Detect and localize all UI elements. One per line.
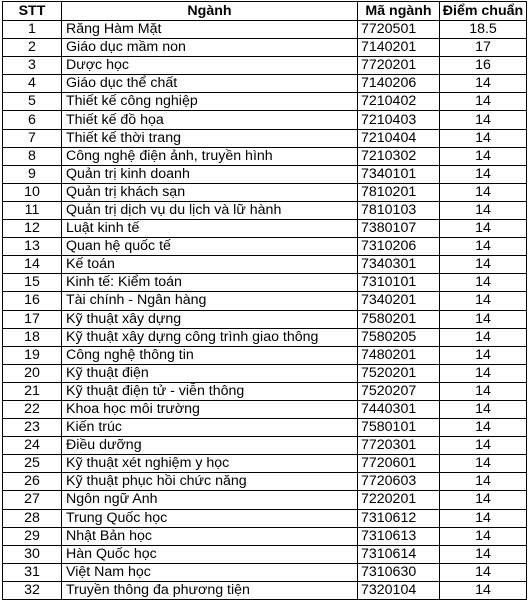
row-major: Thiết kế thời trang xyxy=(62,129,358,147)
row-stt: 29 xyxy=(3,527,62,545)
table-row xyxy=(3,201,527,219)
row-cutoff-score: 14 xyxy=(440,563,527,581)
row-major-code: 7720301 xyxy=(358,437,440,455)
row-stt: 19 xyxy=(3,346,62,364)
row-major: Kỹ thuật xét nghiệm y học xyxy=(62,455,358,473)
row-major-code: 7580205 xyxy=(358,328,440,346)
table-row xyxy=(3,310,527,328)
row-major-code: 7210302 xyxy=(358,147,440,165)
table-header xyxy=(3,2,527,21)
row-major-code: 7440301 xyxy=(358,400,440,418)
row-major-code: 7720601 xyxy=(358,455,440,473)
row-major: Giáo dục thể chất xyxy=(62,75,358,93)
row-cutoff-score: 14 xyxy=(440,147,527,165)
row-cutoff-score: 14 xyxy=(440,220,527,238)
table-row xyxy=(3,93,527,111)
row-major-code: 7310206 xyxy=(358,238,440,256)
row-stt: 24 xyxy=(3,437,62,455)
row-major-code: 7520207 xyxy=(358,382,440,400)
row-major-code: 7720501 xyxy=(358,21,440,39)
row-major-code: 7480201 xyxy=(358,346,440,364)
table-row xyxy=(3,328,527,346)
row-major-code: 7340101 xyxy=(358,165,440,183)
table-row xyxy=(3,545,527,563)
row-stt: 17 xyxy=(3,310,62,328)
table-row xyxy=(3,111,527,129)
row-major: Kỹ thuật xây dựng công trình giao thông xyxy=(62,328,358,346)
row-major-code: 7810201 xyxy=(358,183,440,201)
row-major-code: 7140201 xyxy=(358,39,440,57)
row-cutoff-score: 14 xyxy=(440,527,527,545)
row-stt: 5 xyxy=(3,93,62,111)
row-major: Kỹ thuật phục hồi chức năng xyxy=(62,473,358,491)
row-cutoff-score: 14 xyxy=(440,129,527,147)
row-major: Trung Quốc học xyxy=(62,509,358,527)
row-cutoff-score: 14 xyxy=(440,473,527,491)
table-row xyxy=(3,274,527,292)
row-major: Giáo dục mầm non xyxy=(62,39,358,57)
table-row xyxy=(3,400,527,418)
row-stt: 4 xyxy=(3,75,62,93)
row-major: Điều dưỡng xyxy=(62,437,358,455)
row-stt: 12 xyxy=(3,220,62,238)
header-row xyxy=(3,2,527,21)
row-stt: 20 xyxy=(3,364,62,382)
row-stt: 13 xyxy=(3,238,62,256)
row-major-code: 7310612 xyxy=(358,509,440,527)
row-major: Quan hệ quốc tế xyxy=(62,238,358,256)
row-major: Quản trị khách sạn xyxy=(62,183,358,201)
table-row xyxy=(3,491,527,509)
table-row xyxy=(3,364,527,382)
row-stt: 7 xyxy=(3,129,62,147)
row-cutoff-score: 16 xyxy=(440,57,527,75)
row-cutoff-score: 14 xyxy=(440,346,527,364)
row-stt: 22 xyxy=(3,400,62,418)
row-major: Kế toán xyxy=(62,256,358,274)
row-major: Truyền thông đa phương tiện xyxy=(62,581,358,599)
row-major-code: 7340201 xyxy=(358,292,440,310)
row-stt: 8 xyxy=(3,147,62,165)
row-cutoff-score: 14 xyxy=(440,581,527,599)
row-stt: 27 xyxy=(3,491,62,509)
table-row xyxy=(3,455,527,473)
row-cutoff-score: 14 xyxy=(440,93,527,111)
row-stt: 30 xyxy=(3,545,62,563)
table-row xyxy=(3,473,527,491)
row-cutoff-score: 14 xyxy=(440,364,527,382)
row-major: Nhật Bản học xyxy=(62,527,358,545)
admission-score-sheet xyxy=(2,1,526,600)
table-row xyxy=(3,21,527,39)
row-cutoff-score: 14 xyxy=(440,238,527,256)
row-major-code: 7580201 xyxy=(358,310,440,328)
row-stt: 32 xyxy=(3,581,62,599)
table-row xyxy=(3,419,527,437)
row-cutoff-score: 14 xyxy=(440,310,527,328)
row-stt: 21 xyxy=(3,382,62,400)
row-stt: 3 xyxy=(3,57,62,75)
row-major-code: 7220201 xyxy=(358,491,440,509)
row-cutoff-score: 14 xyxy=(440,75,527,93)
row-major: Tài chính - Ngân hàng xyxy=(62,292,358,310)
table-body xyxy=(3,21,527,600)
row-major: Quản trị kinh doanh xyxy=(62,165,358,183)
row-major-code: 7210403 xyxy=(358,111,440,129)
row-major: Răng Hàm Mặt xyxy=(62,21,358,39)
row-major-code: 7310101 xyxy=(358,274,440,292)
table-row xyxy=(3,382,527,400)
row-cutoff-score: 14 xyxy=(440,545,527,563)
row-major: Khoa học môi trường xyxy=(62,400,358,418)
row-major-code: 7520201 xyxy=(358,364,440,382)
table-row xyxy=(3,527,527,545)
row-cutoff-score: 14 xyxy=(440,111,527,129)
row-cutoff-score: 14 xyxy=(440,165,527,183)
table-row xyxy=(3,39,527,57)
row-major-code: 7580101 xyxy=(358,419,440,437)
row-major-code: 7310613 xyxy=(358,527,440,545)
row-major: Kỹ thuật điện tử - viễn thông xyxy=(62,382,358,400)
row-major-code: 7340301 xyxy=(358,256,440,274)
row-cutoff-score: 14 xyxy=(440,328,527,346)
admission-score-table xyxy=(2,1,527,600)
table-row xyxy=(3,256,527,274)
row-major-code: 7310614 xyxy=(358,545,440,563)
row-major-code: 7320104 xyxy=(358,581,440,599)
row-stt: 16 xyxy=(3,292,62,310)
table-row xyxy=(3,509,527,527)
row-cutoff-score: 14 xyxy=(440,437,527,455)
row-stt: 9 xyxy=(3,165,62,183)
row-major-code: 7140206 xyxy=(358,75,440,93)
row-cutoff-score: 14 xyxy=(440,400,527,418)
row-stt: 1 xyxy=(3,21,62,39)
row-stt: 18 xyxy=(3,328,62,346)
row-cutoff-score: 14 xyxy=(440,419,527,437)
row-cutoff-score: 14 xyxy=(440,382,527,400)
row-major-code: 7310630 xyxy=(358,563,440,581)
header-major-code: Mã ngành xyxy=(358,2,440,21)
row-cutoff-score: 14 xyxy=(440,274,527,292)
table-row xyxy=(3,165,527,183)
row-stt: 28 xyxy=(3,509,62,527)
row-stt: 2 xyxy=(3,39,62,57)
row-major: Thiết kế đồ họa xyxy=(62,111,358,129)
row-major: Kinh tế: Kiểm toán xyxy=(62,274,358,292)
table-row xyxy=(3,220,527,238)
row-major: Dược học xyxy=(62,57,358,75)
row-cutoff-score: 14 xyxy=(440,491,527,509)
row-major: Công nghệ điện ảnh, truyền hình xyxy=(62,147,358,165)
table-row xyxy=(3,183,527,201)
row-major: Hàn Quốc học xyxy=(62,545,358,563)
row-stt: 14 xyxy=(3,256,62,274)
table-row xyxy=(3,563,527,581)
row-stt: 15 xyxy=(3,274,62,292)
table-row xyxy=(3,437,527,455)
row-cutoff-score: 14 xyxy=(440,256,527,274)
header-cutoff-score: Điểm chuẩn xyxy=(440,2,527,21)
table-row xyxy=(3,147,527,165)
row-cutoff-score: 14 xyxy=(440,183,527,201)
row-stt: 31 xyxy=(3,563,62,581)
table-row xyxy=(3,129,527,147)
row-major: Việt Nam học xyxy=(62,563,358,581)
row-stt: 10 xyxy=(3,183,62,201)
row-stt: 6 xyxy=(3,111,62,129)
row-cutoff-score: 14 xyxy=(440,455,527,473)
row-stt: 23 xyxy=(3,419,62,437)
row-major: Ngôn ngữ Anh xyxy=(62,491,358,509)
row-cutoff-score: 17 xyxy=(440,39,527,57)
row-major: Công nghệ thông tin xyxy=(62,346,358,364)
table-row xyxy=(3,75,527,93)
row-stt: 11 xyxy=(3,201,62,219)
row-stt: 26 xyxy=(3,473,62,491)
row-stt: 25 xyxy=(3,455,62,473)
header-major: Ngành xyxy=(62,2,358,21)
table-row xyxy=(3,581,527,599)
table-row xyxy=(3,57,527,75)
row-major-code: 7810103 xyxy=(358,201,440,219)
row-major-code: 7720201 xyxy=(358,57,440,75)
row-major: Kiến trúc xyxy=(62,419,358,437)
table-row xyxy=(3,238,527,256)
table-row xyxy=(3,346,527,364)
row-cutoff-score: 14 xyxy=(440,292,527,310)
row-major: Thiết kế công nghiệp xyxy=(62,93,358,111)
row-major: Quản trị dịch vụ du lịch và lữ hành xyxy=(62,201,358,219)
row-major: Kỹ thuật xây dựng xyxy=(62,310,358,328)
header-stt: STT xyxy=(3,2,62,21)
row-major: Luật kinh tế xyxy=(62,220,358,238)
table-row xyxy=(3,292,527,310)
row-major-code: 7380107 xyxy=(358,220,440,238)
row-major-code: 7210404 xyxy=(358,129,440,147)
row-major-code: 7210402 xyxy=(358,93,440,111)
row-major-code: 7720603 xyxy=(358,473,440,491)
row-cutoff-score: 18.5 xyxy=(440,21,527,39)
row-major: Kỹ thuật điện xyxy=(62,364,358,382)
row-cutoff-score: 14 xyxy=(440,201,527,219)
row-cutoff-score: 14 xyxy=(440,509,527,527)
